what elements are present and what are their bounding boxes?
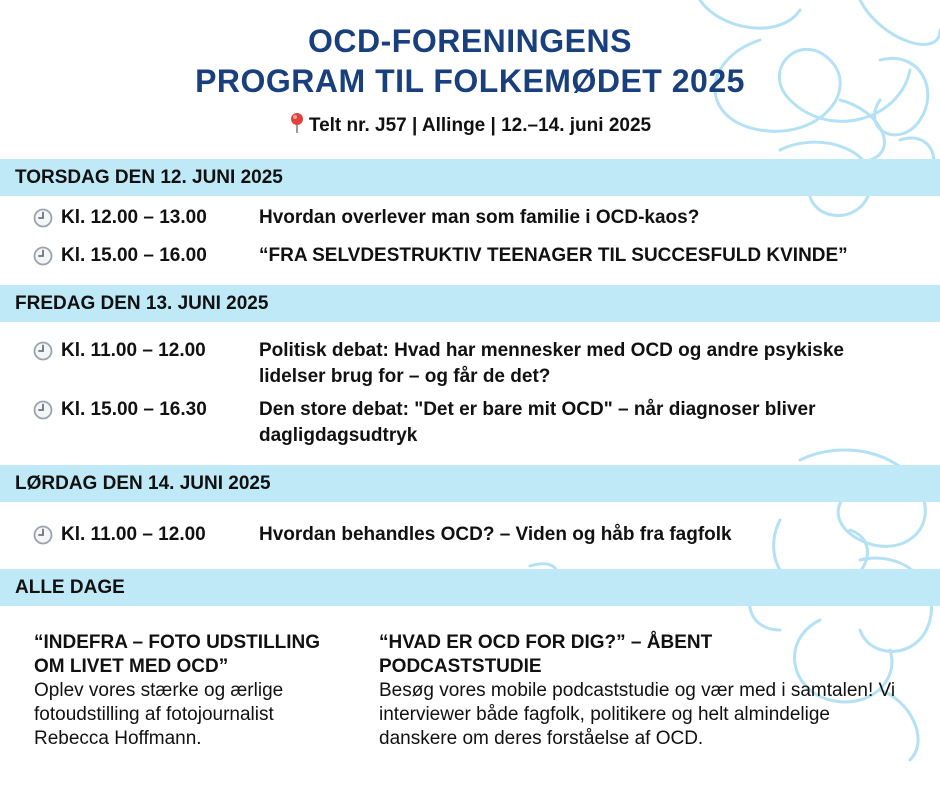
event-time: Kl. 11.00 – 12.00 (61, 340, 206, 361)
event-time: Kl. 11.00 – 12.00 (61, 524, 206, 545)
clock-icon (33, 341, 53, 361)
day-header-friday: FREDAG DEN 13. JUNI 2025 (0, 285, 940, 322)
location-text: Telt nr. J57 | Allinge | 12.–14. juni 2025 (308, 115, 652, 136)
page-title-line-2: PROGRAM TIL FOLKEMØDET 2025 (195, 63, 745, 99)
event-title: Hvordan behandles OCD? – Viden og håb fra fagfolk (259, 524, 732, 545)
event-time: Kl. 12.00 – 13.00 (61, 207, 207, 228)
day-header-saturday: LØRDAG DEN 14. JUNI 2025 (0, 465, 940, 502)
event-title: Hvordan overlever man som familie i OCD-kaos? (259, 207, 700, 228)
clock-icon (33, 400, 53, 420)
item-description: Besøg vores mobile podcaststudie og vær med i samtalen! Vi interviewer både fagfolk, politikere og helt almindelige danskere om deres forståelse af OCD. (379, 680, 896, 749)
item-title: “HVAD ER OCD FOR DIG?” – ÅBENT PODCASTSTUDIE (379, 632, 713, 677)
item-description: Oplev vores stærke og ærlige fotoudstilling af fotojournalist Rebecca Hoffmann. (34, 680, 284, 749)
event-title: “FRA SELVDESTRUKTIV TEENAGER TIL SUCCESFULD KVINDE” (259, 245, 848, 266)
clock-icon (33, 246, 53, 266)
all-days-item-exhibition (34, 631, 344, 751)
location-line (0, 112, 940, 139)
clock-icon (33, 525, 53, 545)
event-time: Kl. 15.00 – 16.00 (61, 245, 207, 266)
all-days-item-podcast (379, 631, 909, 751)
map-pin-icon (289, 112, 305, 134)
page-title-line-1: OCD-FORENINGENS (308, 23, 632, 59)
clock-icon (33, 208, 53, 228)
item-title: “INDEFRA – FOTO UDSTILLING OM LIVET MED OCD” (34, 632, 321, 677)
event-time: Kl. 15.00 – 16.30 (61, 399, 207, 420)
all-days-header: ALLE DAGE (0, 569, 940, 606)
event-title: Den store debat: "Det er bare mit OCD" – når diagnoser bliver dagligdagsudtryk (259, 399, 816, 446)
day-header-thursday: TORSDAG DEN 12. JUNI 2025 (0, 159, 940, 196)
event-title: Politisk debat: Hvad har mennesker med OCD og andre psykiske lidelser brug for – og får de det? (259, 340, 844, 387)
